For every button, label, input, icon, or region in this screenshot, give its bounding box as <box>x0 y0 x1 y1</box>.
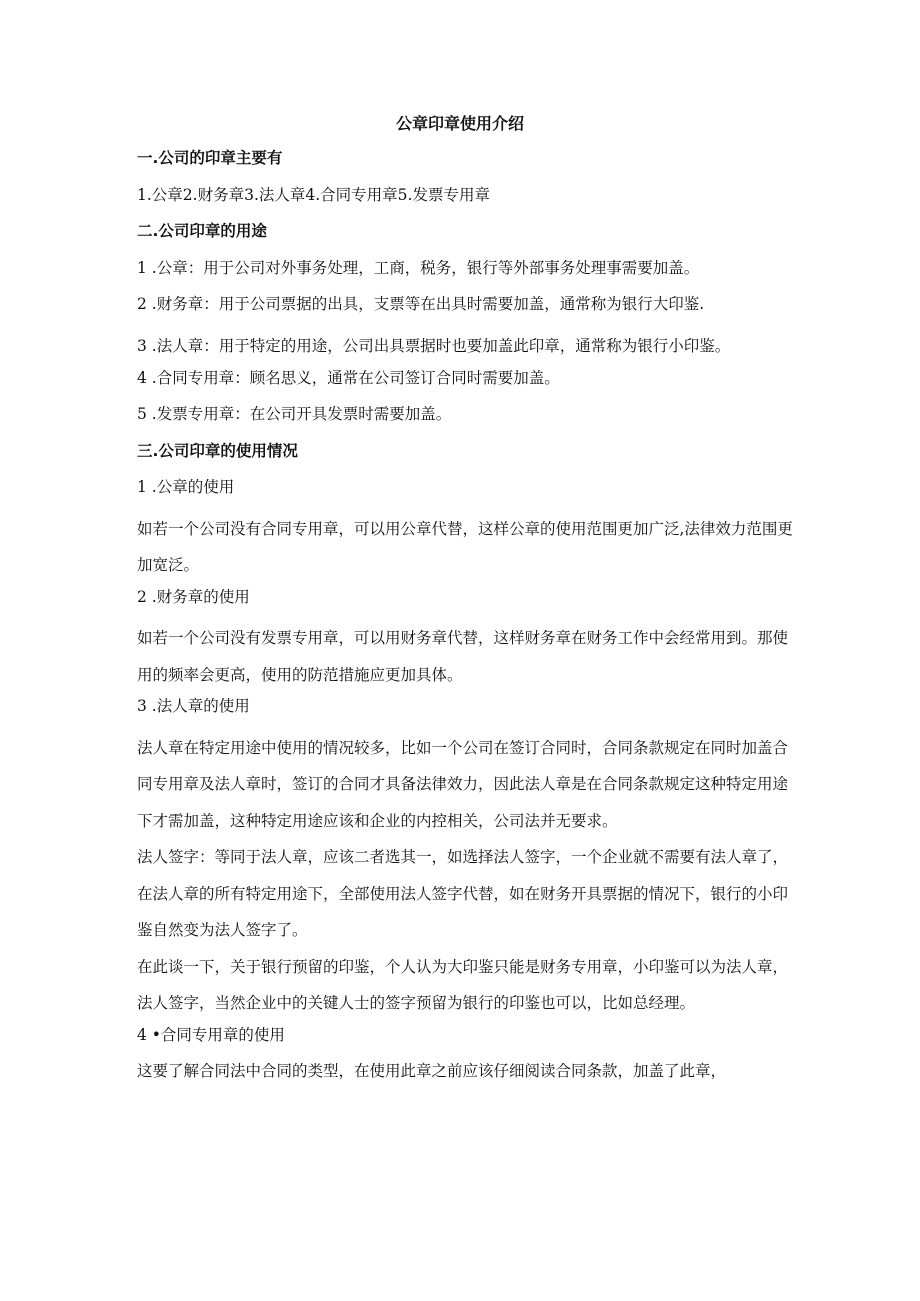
sub1-text: 如若一个公司没有合同专用章，可以用公章代替，这样公章的使用范围更加广泛,法律效力范围更加宽泛。 <box>137 519 793 574</box>
document-body <box>137 145 797 1095</box>
usage-item-1: 1 .公章：用于公司对外事务处理，工商，税务，银行等外部事务处理事需要加盖。 <box>137 258 700 277</box>
usage-item-4: 4 .合同专用章：顾名思义，通常在公司签订合同时需要加盖。 <box>137 368 560 387</box>
sub1-title: 1 .公章的使用 <box>137 478 235 496</box>
document-title: 公章印章使用介绍 <box>395 114 524 133</box>
section1-heading: 一.公司的印章主要有 <box>137 149 283 167</box>
section3-heading: 三.公司印章的使用情况 <box>137 441 298 460</box>
sub3-text-2: 法人签字：等同于法人章，应该二者选其一，如选择法人签字，一个企业就不需要有法人章了，在法人章的所有特定用途下，全部使用法人签字代替，如在财务开具票据的情况下，银行的小印鉴自然变为法人签字了。 <box>137 848 789 939</box>
sub2-text: 如若一个公司没有发票专用章，可以用财务章代替，这样财务章在财务工作中会经常用到。那使用的频率会更高，使用的防范措施应更加具体。 <box>137 629 789 684</box>
sub3-title: 3 .法人章的使用 <box>137 697 250 715</box>
seal-types-list: 1.公章2.财务章3.法人章4.合同专用章5.发票专用章 <box>137 185 490 204</box>
sub2-title: 2 .财务章的使用 <box>137 587 250 606</box>
section2-heading: 二.公司印章的用途 <box>137 222 267 240</box>
sub3-text-1: 法人章在特定用途中使用的情况较多，比如一个公司在签订合同时，合同条款规定在同时加盖合同专用章及法人章时，签订的合同才具备法律效力，因此法人章是在合同条款规定这种特定用途下才需加盖，这种特定用途应该和企业的内控相关，公司法并无要求。 <box>137 738 789 830</box>
sub4-text: 这要了解合同法中合同的类型，在使用此章之前应该仔细阅读合同条款，加盖了此章， <box>137 1062 727 1080</box>
sub4-title: 4 •合同专用章的使用 <box>137 1025 285 1044</box>
usage-item-5: 5 .发票专用章：在公司开具发票时需要加盖。 <box>137 405 452 423</box>
usage-item-3: 3 .法人章：用于特定的用途，公司出具票据时也要加盖此印章，通常称为银行小印鉴。 <box>137 336 731 355</box>
sub3-text-3: 在此谈一下，关于银行预留的印鉴，个人认为大印鉴只能是财务专用章，小印鉴可以为法人章，法人签字，当然企业中的关键人士的签字预留为银行的印鉴也可以，比如总经理。 <box>137 957 789 1012</box>
usage-item-2: 2 .财务章：用于公司票据的出具，支票等在出具时需要加盖，通常称为银行大印鉴. <box>137 295 705 313</box>
